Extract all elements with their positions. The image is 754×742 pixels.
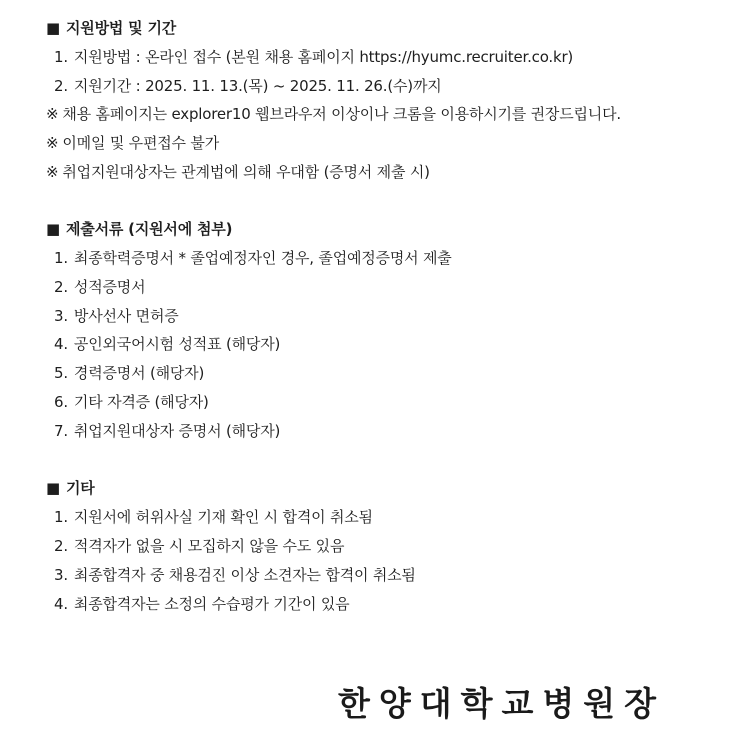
list-item: [54, 277, 145, 297]
list-item: [54, 306, 179, 326]
section-marker: ■: [46, 19, 60, 37]
section-title: 제출서류 (지원서에 첨부): [65, 220, 233, 238]
section-heading-apply: [46, 18, 176, 38]
note-item: [46, 104, 621, 124]
note-marker: ※: [46, 134, 59, 152]
item-number: 3.: [54, 566, 68, 584]
item-text: 공인외국어시험 성적표 (해당자): [73, 335, 281, 353]
section-marker: ■: [46, 220, 60, 238]
item-text: 경력증명서 (해당자): [73, 364, 205, 382]
list-item: [54, 565, 416, 585]
list-item: [54, 363, 204, 383]
item-text: 성적증명서: [73, 278, 146, 296]
note-text: 채용 홈페이지는 explorer10 웹브라우저 이상이나 크롬을 이용하시기를 권장드립니다.: [62, 105, 621, 123]
list-item: [54, 421, 280, 441]
item-number: 3.: [54, 307, 68, 325]
note-marker: ※: [46, 105, 59, 123]
item-text: 지원기간 : 2025. 11. 13.(목) ~ 2025. 11. 26.(수)까지: [73, 77, 442, 95]
item-text: 최종합격자 중 채용검진 이상 소견자는 합격이 취소됨: [73, 566, 416, 584]
section-marker: ■: [46, 479, 60, 497]
list-item: [54, 594, 349, 614]
item-number: 7.: [54, 422, 68, 440]
item-number: 2.: [54, 278, 68, 296]
item-text: 지원서에 허위사실 기재 확인 시 합격이 취소됨: [73, 508, 373, 526]
item-number: 1.: [54, 508, 68, 526]
list-item: [54, 76, 442, 96]
item-text: 기타 자격증 (해당자): [73, 393, 209, 411]
item-number: 1.: [54, 249, 68, 267]
item-number: 2.: [54, 537, 68, 555]
list-item: [54, 536, 344, 556]
item-number: 1.: [54, 48, 68, 66]
item-text: 취업지원대상자 증명서 (해당자): [73, 422, 281, 440]
item-number: 4.: [54, 595, 68, 613]
section-heading-other: [46, 478, 95, 498]
note-item: [46, 162, 430, 182]
list-item: [54, 334, 280, 354]
item-text: 지원방법 : 온라인 접수 (본원 채용 홈페이지 https://hyumc.recruiter.co.kr): [73, 48, 574, 66]
section-heading-documents: [46, 219, 232, 239]
note-text: 이메일 및 우편접수 불가: [62, 134, 219, 152]
item-number: 4.: [54, 335, 68, 353]
note-text: 취업지원대상자는 관계법에 의해 우대함 (증명서 제출 시): [62, 163, 430, 181]
list-item: [54, 507, 373, 527]
section-title: 기타: [65, 479, 95, 497]
issuer-signature: 한양대학교병원장: [338, 684, 666, 723]
note-item: [46, 133, 219, 153]
list-item: [54, 47, 573, 67]
list-item: [54, 392, 209, 412]
item-text: 적격자가 없을 시 모집하지 않을 수도 있음: [73, 537, 345, 555]
section-title: 지원방법 및 기간: [65, 19, 177, 37]
item-text: 최종학력증명서 * 졸업예정자인 경우, 졸업예정증명서 제출: [73, 249, 452, 267]
note-marker: ※: [46, 163, 59, 181]
item-text: 최종합격자는 소정의 수습평가 기간이 있음: [73, 595, 350, 613]
item-number: 5.: [54, 364, 68, 382]
list-item: [54, 248, 452, 268]
item-number: 2.: [54, 77, 68, 95]
item-text: 방사선사 면허증: [73, 307, 179, 325]
item-number: 6.: [54, 393, 68, 411]
